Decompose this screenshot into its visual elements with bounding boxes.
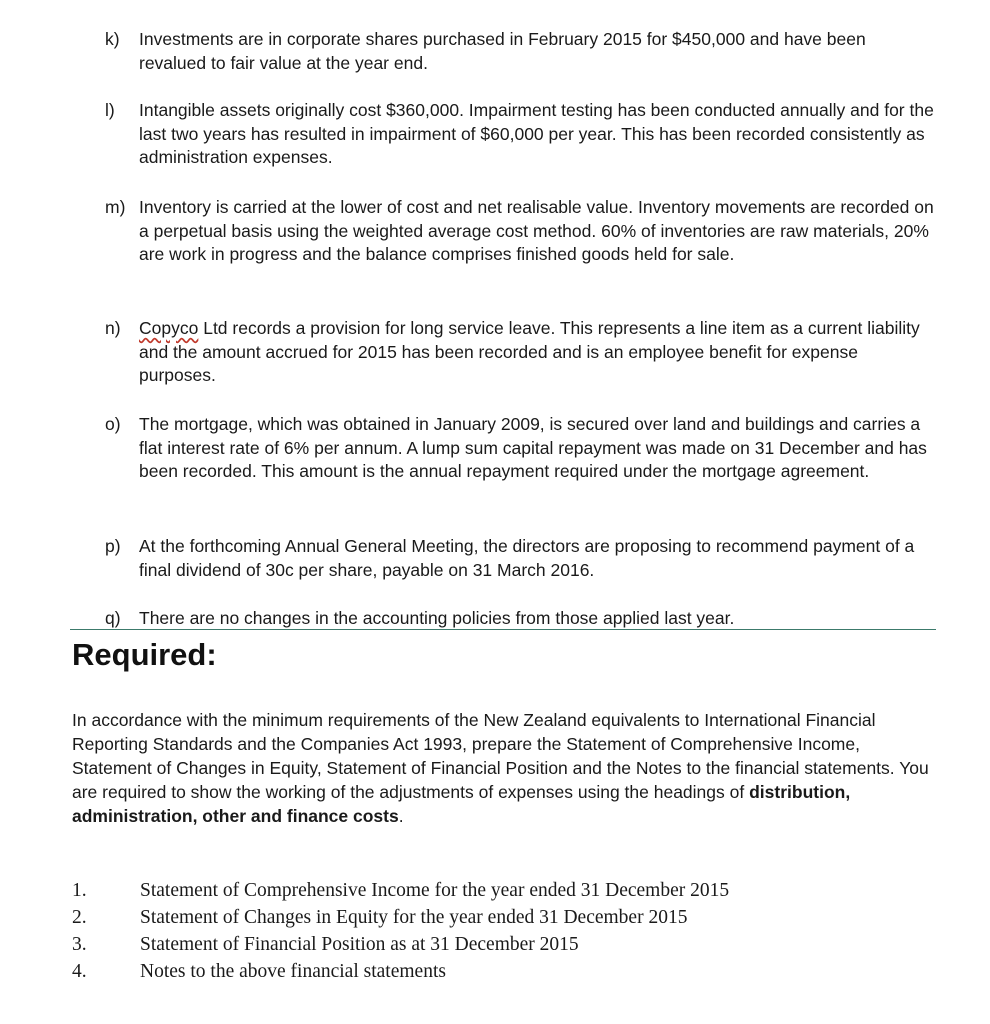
note-o	[105, 413, 935, 484]
note-letter: m)	[105, 197, 126, 217]
note-text: There are no changes in the accounting policies from those applied last year.	[139, 608, 735, 628]
note-letter: l)	[105, 100, 115, 120]
instructions-end: .	[398, 806, 404, 826]
note-text: Investments are in corporate shares purchased in February 2015 for $450,000 and have been revalued to fair value at the year end.	[139, 29, 866, 73]
section-divider	[70, 629, 936, 630]
list-number: 4.	[72, 961, 87, 982]
note-l	[105, 99, 935, 170]
required-list	[72, 877, 872, 985]
note-k	[105, 28, 935, 75]
note-p	[105, 535, 935, 582]
list-text: Statement of Financial Position as at 31 December 2015	[140, 934, 579, 955]
note-m	[105, 196, 935, 267]
note-letter: p)	[105, 536, 121, 556]
note-n	[105, 317, 935, 388]
list-item	[72, 904, 872, 931]
list-text: Statement of Changes in Equity for the year ended 31 December 2015	[140, 907, 688, 928]
list-text: Statement of Comprehensive Income for the year ended 31 December 2015	[140, 880, 730, 901]
note-text: The mortgage, which was obtained in January 2009, is secured over land and buildings and carries a flat interest rate of 6% per annum. A lump sum capital repayment was made on 31 December and has been recorded. This amount is the annual repayment required under the mortgage agreement.	[139, 414, 927, 481]
note-q	[105, 607, 935, 631]
instructions-text: In accordance with the minimum requirements of the New Zealand equivalents to International Financial Reporting Standards and the Companies Act 1993, prepare the Statement of Comprehensive Income, Statement of Changes in Equity, Statement of Financial Position and the Notes to the financial statements. You are required to show the working of the adjustments of expenses using the headings of	[72, 710, 929, 802]
note-text: At the forthcoming Annual General Meeting, the directors are proposing to recommend payment of a final dividend of 30c per share, payable on 31 March 2016.	[139, 536, 915, 580]
note-text: Intangible assets originally cost $360,000. Impairment testing has been conducted annually and for the last two years has resulted in impairment of $60,000 per year. This has been recorded consistently as administration expenses.	[139, 100, 934, 167]
note-letter: o)	[105, 414, 121, 434]
list-item	[72, 877, 872, 904]
instructions-paragraph	[72, 708, 940, 828]
note-text: Inventory is carried at the lower of cost and net realisable value. Inventory movements are recorded on a perpetual basis using the weighted average cost method. 60% of inventories are raw materials, 20% are work in progress and the balance comprises finished goods held for sale.	[139, 197, 934, 264]
list-text: Notes to the above financial statements	[140, 961, 446, 982]
list-item	[72, 958, 872, 985]
list-number: 3.	[72, 934, 87, 955]
list-number: 1.	[72, 880, 87, 901]
note-text	[139, 317, 935, 388]
required-heading: Required:	[72, 637, 217, 672]
list-item	[72, 931, 872, 958]
note-text-rest: Ltd records a provision for long service leave. This represents a line item as a current liability and the amount accrued for 2015 has been recorded and is an employee benefit for expense purposes.	[139, 318, 920, 385]
instructions-bold: distribution, administration, other and finance costs	[72, 782, 851, 826]
note-letter: q)	[105, 608, 121, 628]
list-number: 2.	[72, 907, 87, 928]
note-letter: n)	[105, 318, 121, 338]
note-letter: k)	[105, 29, 120, 49]
misspelled-word: Copyco	[139, 318, 199, 338]
